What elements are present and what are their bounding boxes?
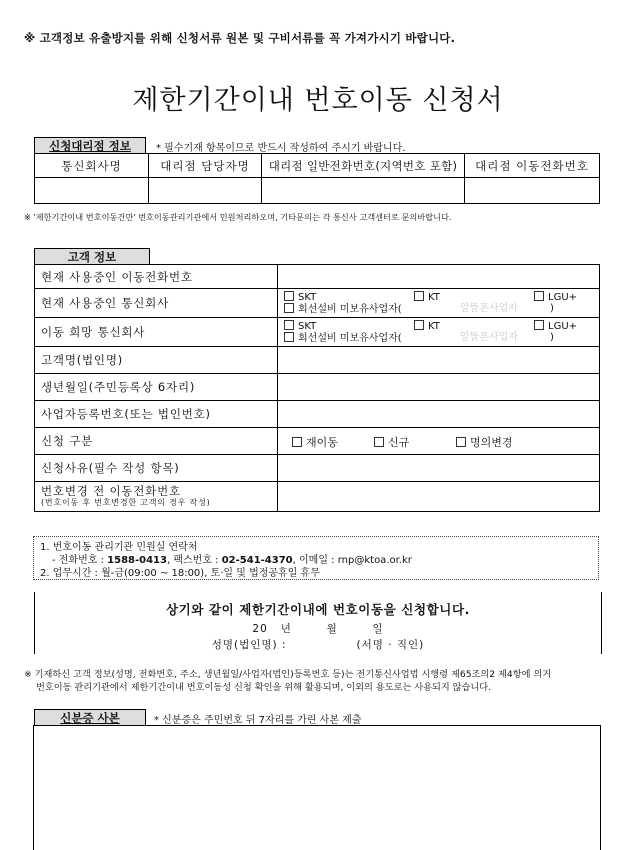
label-birth-date: 생년월일(주민등록상 6자리)	[35, 374, 278, 401]
contact-line-phone: - 전화번호 : 1588-0413, 팩스번호 : 02-541-4370, 이메일 : rnp@ktoa.or.kr	[52, 555, 412, 566]
id-section-tag: 신분증 사본	[34, 709, 146, 726]
label-current-carrier: 현재 사용중인 통신회사	[35, 289, 278, 318]
privacy-disclaimer: ※ 기재하신 고객 정보(성명, 전화번호, 주소, 생년월일/사업자(법인)등록번호 등)는 전기통신사업법 시행령 제65조의2 제4항에 의거 번호이동 관리기관에서 제한기간이내 번호이동성 신청 확인을 위해 활용되며, 이외의 용도로는 사용되지 않습니다.	[24, 669, 552, 693]
checkbox-icon	[374, 437, 384, 447]
request-type-options	[278, 428, 600, 455]
contact-fax: 02-541-4370	[221, 555, 293, 566]
checkbox-icon	[414, 320, 424, 330]
agency-staff-field[interactable]	[149, 178, 262, 204]
target-lgu-checkbox[interactable]: LGU+	[534, 320, 577, 333]
customer-table	[34, 264, 600, 512]
contact-tel: 1588-0413	[107, 555, 167, 566]
prev-number-field[interactable]	[278, 482, 600, 512]
checkbox-icon	[534, 320, 544, 330]
agency-section-tag: 신청대리점 정보	[34, 137, 146, 154]
request-reason-field[interactable]	[278, 455, 600, 482]
current-kt-checkbox[interactable]: KT	[414, 291, 440, 304]
agency-footnote: ※ '제한기간이내 번호이동건만' 번호이동관리기관에서 민원처리하오며, 기타문의는 각 통신사 고객센터로 문의바랍니다.	[24, 212, 452, 222]
declaration-text: 상기와 같이 제한기간이내에 번호이동을 신청합니다.	[165, 602, 470, 617]
label-request-reason: 신청사유(필수 작성 항목)	[35, 455, 278, 482]
label-target-carrier: 이동 희망 통신회사	[35, 318, 278, 347]
current-number-field[interactable]	[278, 265, 600, 289]
birth-date-field[interactable]	[278, 374, 600, 401]
target-carrier-options	[278, 318, 600, 347]
contact-info-box	[33, 536, 599, 580]
checkbox-icon	[414, 291, 424, 301]
checkbox-icon	[292, 437, 302, 447]
contact-email[interactable]: rnp@ktoa.or.kr	[337, 555, 412, 566]
label-prev-number: 번호변경 전 이동전화번호 (번호이동 후 번호변경한 고객의 경우 작성)	[35, 482, 278, 512]
customer-section-tag: 고객 정보	[34, 248, 150, 265]
agency-carrier-field[interactable]	[35, 178, 149, 204]
type-re-move-checkbox[interactable]: 재이동	[292, 434, 338, 450]
declaration-date: 20 년 월 일	[252, 623, 384, 635]
target-kt-checkbox[interactable]: KT	[414, 320, 440, 333]
id-copy-area[interactable]	[33, 725, 601, 850]
current-lgu-checkbox[interactable]: LGU+	[534, 291, 577, 304]
checkbox-icon	[284, 303, 294, 313]
agency-phone-field[interactable]	[262, 178, 465, 204]
label-current-number: 현재 사용중인 이동전화번호	[35, 265, 278, 289]
current-carrier-options	[278, 289, 600, 318]
id-section-note: * 신분증은 주민번호 뒤 7자리를 가린 사본 제출	[154, 715, 362, 726]
type-new-checkbox[interactable]: 신규	[374, 434, 409, 450]
label-business-number: 사업자등록번호(또는 법인번호)	[35, 401, 278, 428]
agency-required-note: * 필수기재 항목이므로 반드시 작성하여 주시기 바랍니다.	[156, 143, 406, 154]
checkbox-icon	[284, 291, 294, 301]
agency-header-staff: 대리점 담당자명	[149, 154, 262, 178]
contact-line-1: 1. 번호이동 관리기관 민원실 연락처	[40, 542, 198, 553]
agency-header-mobile: 대리점 이동전화번호	[465, 154, 600, 178]
prev-number-subnote: (번호이동 후 번호변경한 고객의 경우 작성)	[41, 497, 211, 507]
checkbox-icon	[456, 437, 466, 447]
customer-name-field[interactable]	[278, 347, 600, 374]
type-name-change-checkbox[interactable]: 명의변경	[456, 434, 513, 450]
agency-header-carrier: 통신회사명	[35, 154, 149, 178]
target-mvno-checkbox[interactable]: 회선설비 미보유사업자( 알뜰폰사업자 )	[284, 332, 593, 344]
agency-table	[34, 153, 600, 204]
sign-hint: (서명 · 직인)	[356, 639, 425, 651]
form-title: 제한기간이내 번호이동 신청서	[132, 85, 504, 116]
checkbox-icon	[534, 291, 544, 301]
declaration-block	[34, 592, 602, 654]
current-skt-checkbox[interactable]: SKT	[284, 291, 316, 304]
agency-mobile-field[interactable]	[465, 178, 600, 204]
target-skt-checkbox[interactable]: SKT	[284, 320, 316, 333]
label-customer-name: 고객명(법인명)	[35, 347, 278, 374]
checkbox-icon	[284, 332, 294, 342]
agency-header-phone: 대리점 일반전화번호(지역번호 포함)	[262, 154, 465, 178]
top-notice: ※ 고객정보 유출방지를 위해 신청서류 원본 및 구비서류를 꼭 가져가시기 바랍니다.	[24, 31, 456, 45]
label-request-type: 신청 구분	[35, 428, 278, 455]
business-number-field[interactable]	[278, 401, 600, 428]
checkbox-icon	[284, 320, 294, 330]
contact-line-2: 2. 업무시간 : 월-금(09:00 ~ 18:00), 토·일 및 법정공휴일 휴무	[40, 568, 320, 579]
declaration-sign: 성명(법인명) : (서명 · 직인)	[211, 639, 425, 651]
current-mvno-checkbox[interactable]: 회선설비 미보유사업자( 알뜰폰사업자 )	[284, 303, 593, 315]
